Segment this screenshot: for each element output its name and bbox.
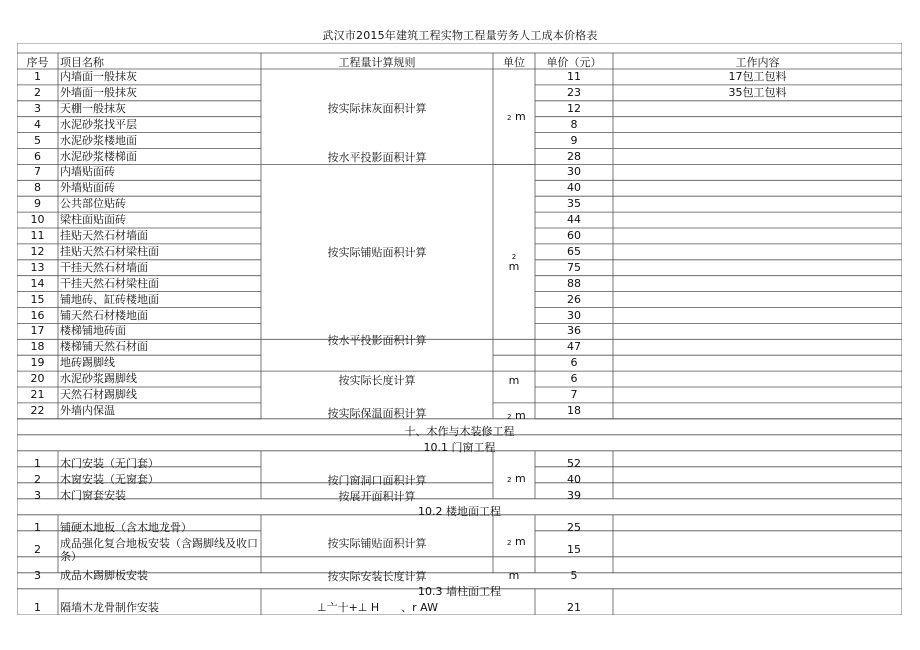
row-item-name: 地砖踢脚线 — [60, 356, 115, 369]
row-unit-price: 8 — [570, 118, 578, 131]
row-number: 10 — [30, 213, 45, 226]
doors-row-price: 52 — [567, 457, 581, 470]
row-work-content: 17包工包料 — [728, 70, 787, 83]
row-unit-price: 36 — [567, 324, 581, 337]
row-item-name: 公共部位贴砖 — [60, 197, 126, 210]
walls-row-no: 1 — [34, 601, 41, 614]
unit-sqm-1: 2 m — [507, 110, 526, 123]
floors-row-name: 成品强化复合地板安装（含踢脚线及收口条） — [60, 537, 258, 563]
row-unit-price: 65 — [567, 245, 581, 258]
floors-row-no: 3 — [34, 569, 41, 582]
row-number: 8 — [34, 181, 41, 194]
row-unit-price: 60 — [567, 229, 581, 242]
row-number: 13 — [30, 261, 45, 274]
row-item-name: 天棚一般抹灰 — [60, 102, 126, 115]
floors-row-no: 2 — [34, 543, 41, 556]
row-number: 5 — [34, 134, 41, 147]
row-number: 19 — [30, 356, 45, 369]
row-unit-price: 44 — [567, 213, 581, 226]
row-number: 15 — [30, 293, 45, 306]
unit-m-floors: m — [508, 569, 520, 582]
row-number: 14 — [30, 277, 45, 290]
row-unit-price: 7 — [570, 388, 578, 401]
row-unit-price: 23 — [567, 86, 581, 99]
row-item-name: 外墙贴面砖 — [60, 181, 115, 194]
doors-row-name: 木窗安装（无窗套） — [60, 473, 159, 486]
row-number: 22 — [30, 404, 45, 417]
row-item-name: 梁柱面贴面砖 — [60, 213, 126, 226]
rule-plaster-area: 按实际抹灰面积计算 — [327, 102, 427, 115]
header-unit: 单位 — [503, 56, 525, 69]
row-unit-price: 28 — [567, 150, 581, 163]
page-title: 武汉市2015年建筑工程实物工程量劳务人工成本价格表 — [322, 29, 598, 42]
rule-install-length: 按实际安装长度计算 — [327, 570, 427, 583]
row-number: 9 — [34, 197, 41, 210]
subsection-title-walls: 10.3 墙柱面工程 — [418, 585, 501, 598]
doors-row-no: 3 — [34, 489, 41, 502]
row-item-name: 铺天然石材楼地面 — [60, 309, 148, 322]
row-item-name: 挂贴天然石材梁柱面 — [60, 245, 159, 258]
row-unit-price: 26 — [567, 293, 581, 306]
floors-row-price: 25 — [567, 521, 581, 534]
doors-row-price: 40 — [567, 473, 581, 486]
row-number: 3 — [34, 102, 41, 115]
row-unit-price: 75 — [567, 261, 581, 274]
row-unit-price: 88 — [567, 277, 581, 290]
header-work: 工作内容 — [735, 56, 780, 69]
row-number: 20 — [30, 372, 45, 385]
header-name: 项目名称 — [60, 56, 104, 69]
header-price: 单价（元） — [546, 56, 602, 69]
rule-opening-area: 按门窗洞口面积计算 — [327, 474, 427, 487]
doors-row-name: 木门窗套安装 — [60, 489, 126, 502]
row-number: 6 — [34, 150, 41, 163]
row-unit-price: 40 — [567, 181, 581, 194]
floors-row-name: 成品木踢脚板安装 — [60, 569, 148, 582]
rule-expanded-area: 按展开面积计算 — [338, 490, 416, 503]
row-number: 21 — [30, 388, 45, 401]
unit-sqm-floors: 2 m — [507, 535, 526, 548]
floors-row-no: 1 — [34, 521, 41, 534]
row-unit-price: 12 — [567, 102, 581, 115]
row-item-name: 楼梯铺地砖面 — [60, 324, 126, 337]
unit-m-1: m — [508, 374, 520, 387]
rule-garbled-text: ⊥亠十+⊥ H 、r AW — [317, 601, 438, 614]
row-number: 4 — [34, 118, 41, 131]
unit-sqm-doors: 2 m — [507, 472, 526, 485]
row-unit-price: 6 — [570, 372, 578, 385]
rule-insulation-area: 按实际保温面积计算 — [327, 407, 427, 420]
row-unit-price: 11 — [567, 70, 581, 83]
unit-sqm-2: 2 m — [508, 253, 520, 273]
row-work-content: 35包工包料 — [728, 86, 787, 99]
row-item-name: 外墙内保温 — [60, 404, 115, 417]
doors-row-no: 1 — [34, 457, 41, 470]
row-number: 18 — [30, 340, 45, 353]
row-item-name: 内墙面一般抹灰 — [60, 70, 137, 83]
row-item-name: 水泥砂浆找平层 — [60, 118, 137, 131]
row-unit-price: 30 — [567, 309, 581, 322]
floors-row-price: 5 — [570, 569, 578, 582]
header-rule: 工程量计算规则 — [338, 56, 416, 69]
header-no: 序号 — [26, 56, 49, 69]
row-number: 1 — [34, 70, 41, 83]
row-number: 11 — [30, 229, 45, 242]
walls-row-name: 隔墙木龙骨制作安装 — [60, 601, 159, 614]
section-title: 十、木作与木装修工程 — [404, 425, 515, 438]
rule-tiling-area: 按实际铺贴面积计算 — [327, 246, 427, 259]
rule-stair-projection: 按水平投影面积计算 — [327, 334, 427, 347]
floors-row-name: 铺硬木地板（含木地龙骨） — [60, 521, 192, 534]
row-item-name: 水泥砂浆踢脚线 — [60, 372, 137, 385]
subsection-title-doors: 10.1 门窗工程 — [423, 441, 496, 454]
row-number: 2 — [34, 86, 41, 99]
row-unit-price: 47 — [567, 340, 581, 353]
rule-actual-length: 按实际长度计算 — [338, 374, 416, 387]
row-item-name: 内墙贴面砖 — [60, 165, 115, 178]
unit-sqm-3: 2 m — [507, 409, 526, 422]
row-unit-price: 18 — [567, 404, 581, 417]
row-item-name: 铺地砖、缸砖楼地面 — [60, 293, 159, 306]
rule-horizontal-projection: 按水平投影面积计算 — [327, 151, 427, 164]
row-item-name: 水泥砂浆楼地面 — [60, 134, 137, 147]
row-item-name: 楼梯铺天然石材面 — [60, 340, 148, 353]
row-unit-price: 9 — [570, 134, 578, 147]
row-unit-price: 6 — [570, 356, 578, 369]
row-unit-price: 30 — [567, 165, 581, 178]
rule-floor-tiling-area: 按实际铺贴面积计算 — [327, 537, 427, 550]
row-item-name: 挂贴天然石材墙面 — [60, 229, 148, 242]
row-number: 17 — [30, 324, 45, 337]
doors-row-price: 39 — [567, 489, 581, 502]
row-number: 16 — [30, 309, 45, 322]
row-unit-price: 35 — [567, 197, 581, 210]
floors-row-price: 15 — [567, 543, 581, 556]
row-item-name: 天然石材踢脚线 — [60, 388, 137, 401]
doors-row-no: 2 — [34, 473, 41, 486]
row-item-name: 外墙面一般抹灰 — [60, 86, 137, 99]
price-table — [17, 43, 902, 615]
row-item-name: 干挂天然石材墙面 — [60, 261, 148, 274]
row-item-name: 干挂天然石材梁柱面 — [60, 277, 159, 290]
doors-row-name: 木门安装（无门套） — [60, 457, 159, 470]
row-number: 7 — [34, 165, 41, 178]
row-number: 12 — [30, 245, 45, 258]
subsection-title-floors: 10.2 楼地面工程 — [418, 505, 501, 518]
row-item-name: 水泥砂浆楼梯面 — [60, 150, 137, 163]
walls-row-price: 21 — [567, 601, 581, 614]
